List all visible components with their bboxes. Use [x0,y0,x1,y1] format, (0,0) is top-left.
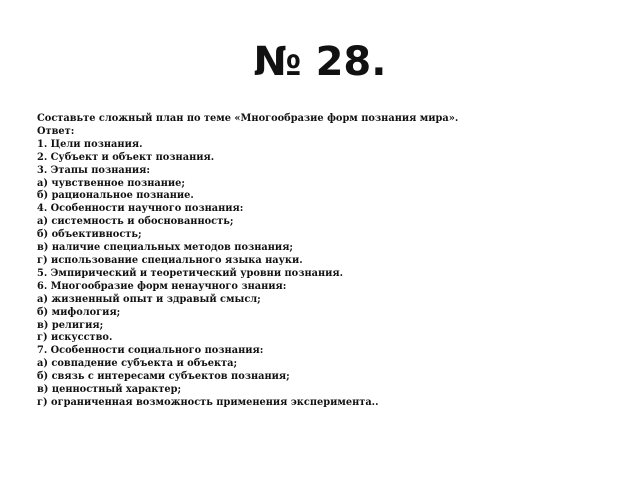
plan-subitem: а) чувственное познание; [37,177,186,189]
plan-item: 2. Субъект и объект познания. [37,151,215,163]
plan-subitem: в) религия; [37,319,104,331]
plan-subitem: г) ограниченная возможность применения эксперимента.. [37,396,379,408]
plan-subitem: б) мифология; [37,306,121,318]
plan-item: 3. Этапы познания: [37,164,151,176]
plan-subitem: в) наличие специальных методов познания; [37,242,294,254]
plan-subitem: б) объективность; [37,229,142,241]
task-statement: Составьте сложный план по теме «Многообразие форм познания мира». [37,113,459,124]
plan-subitem: б) рациональное познание. [37,190,194,202]
plan-subitem: б) связь с интересами субъектов познания; [37,371,290,383]
plan-subitem: а) совпадение субъекта и объекта; [37,358,238,370]
plan-subitem: в) ценностный характер; [37,384,182,396]
plan-item: 5. Эмпирический и теоретический уровни познания. [37,267,344,279]
plan-item: 7. Особенности социального познания: [37,345,264,357]
plan-item: 6. Многообразие форм ненаучного знания: [37,280,287,292]
plan-item: 4. Особенности научного познания: [37,203,244,215]
plan-subitem: а) системность и обоснованность; [37,216,234,228]
plan-subitem: г) искусство. [37,332,113,344]
answer-label: Ответ: [37,125,75,137]
plan-text [37,113,617,410]
slide-title: № 28. [253,39,387,85]
plan-subitem: г) использование специального языка науки. [37,254,303,266]
plan-subitem: а) жизненный опыт и здравый смысл; [37,293,261,305]
plan-item: 1. Цели познания. [37,138,143,150]
